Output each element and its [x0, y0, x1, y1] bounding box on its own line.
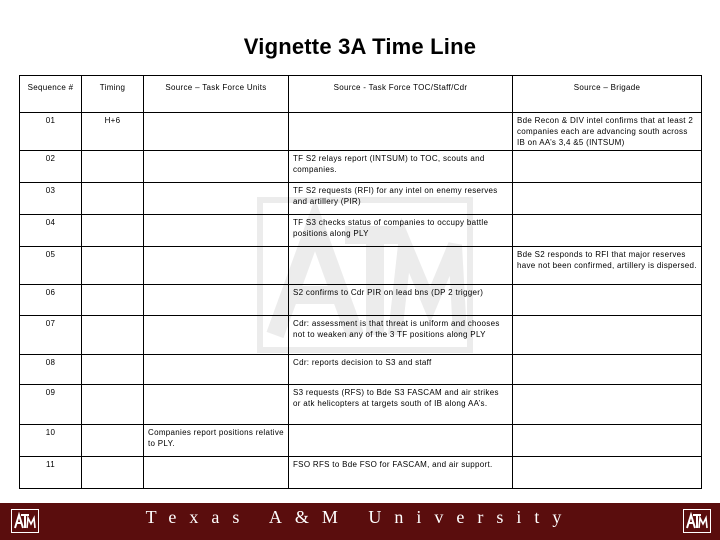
cell-units [144, 215, 289, 247]
footer-bar [0, 503, 720, 540]
cell-seq: 02 [20, 151, 82, 183]
col-header-brigade: Source – Brigade [513, 76, 702, 113]
cell-timing [82, 151, 144, 183]
cell-seq: 01 [20, 113, 82, 151]
cell-units [144, 151, 289, 183]
cell-toc: Cdr: assessment is that threat is uniform and chooses not to weaken any of the 3 TF positions along PLY [289, 316, 513, 355]
table-row [20, 113, 702, 151]
cell-bde [513, 183, 702, 215]
cell-timing [82, 355, 144, 385]
cell-toc: TF S3 checks status of companies to occupy battle positions along PLY [289, 215, 513, 247]
cell-bde [513, 457, 702, 489]
cell-seq: 05 [20, 247, 82, 285]
cell-bde [513, 355, 702, 385]
cell-toc: TF S2 relays report (INTSUM) to TOC, scouts and companies. [289, 151, 513, 183]
cell-bde [513, 215, 702, 247]
page-title: Vignette 3A Time Line [243, 34, 477, 59]
cell-units [144, 355, 289, 385]
cell-bde [513, 425, 702, 457]
cell-units [144, 247, 289, 285]
cell-timing [82, 215, 144, 247]
cell-bde [513, 151, 702, 183]
timeline-table [19, 75, 702, 489]
table-row [20, 285, 702, 316]
table-row [20, 247, 702, 285]
cell-timing [82, 247, 144, 285]
cell-toc [289, 247, 513, 285]
cell-bde [513, 285, 702, 316]
cell-timing: H+6 [82, 113, 144, 151]
table-row [20, 151, 702, 183]
cell-timing [82, 425, 144, 457]
table-row [20, 425, 702, 457]
cell-timing [82, 183, 144, 215]
cell-seq: 10 [20, 425, 82, 457]
cell-units: Companies report positions relative to PLY. [144, 425, 289, 457]
cell-seq: 09 [20, 385, 82, 425]
col-header-timing: Timing [82, 76, 144, 113]
cell-units [144, 113, 289, 151]
table-row [20, 457, 702, 489]
cell-timing [82, 385, 144, 425]
cell-timing [82, 457, 144, 489]
cell-seq: 11 [20, 457, 82, 489]
cell-seq: 07 [20, 316, 82, 355]
cell-toc: S3 requests (RFS) to Bde S3 FASCAM and air strikes or atk helicopters at targets south of IB along AA’s. [289, 385, 513, 425]
cell-toc [289, 113, 513, 151]
col-header-tf-units: Source – Task Force Units [144, 76, 289, 113]
cell-toc: FSO RFS to Bde FSO for FASCAM, and air support. [289, 457, 513, 489]
cell-seq: 03 [20, 183, 82, 215]
cell-bde [513, 316, 702, 355]
cell-toc [289, 425, 513, 457]
cell-seq: 08 [20, 355, 82, 385]
cell-toc: Cdr: reports decision to S3 and staff [289, 355, 513, 385]
cell-units [144, 385, 289, 425]
cell-bde [513, 385, 702, 425]
cell-timing [82, 285, 144, 316]
col-header-tf-toc: Source - Task Force TOC/Staff/Cdr [289, 76, 513, 113]
cell-toc: TF S2 requests (RFI) for any intel on enemy reserves and artillery (PIR) [289, 183, 513, 215]
cell-units [144, 285, 289, 316]
table-row [20, 183, 702, 215]
cell-seq: 04 [20, 215, 82, 247]
table-row [20, 355, 702, 385]
col-header-sequence: Sequence # [20, 76, 82, 113]
cell-toc: S2 confirms to Cdr PIR on lead bns (DP 2 trigger) [289, 285, 513, 316]
cell-units [144, 183, 289, 215]
cell-bde: Bde Recon & DIV intel confirms that at least 2 companies each are advancing south across IB on AA’s 3,4 &5 (INTSUM) [513, 113, 702, 151]
footer-university-name: Texas A&M University [145, 507, 575, 527]
cell-bde: Bde S2 responds to RFI that major reserves have not been confirmed, artillery is dispersed. [513, 247, 702, 285]
table-row [20, 215, 702, 247]
table-header-row [20, 76, 702, 113]
atm-logo-right [683, 509, 711, 533]
table-row [20, 385, 702, 425]
cell-units [144, 457, 289, 489]
cell-timing [82, 316, 144, 355]
cell-units [144, 316, 289, 355]
table-row [20, 316, 702, 355]
cell-seq: 06 [20, 285, 82, 316]
